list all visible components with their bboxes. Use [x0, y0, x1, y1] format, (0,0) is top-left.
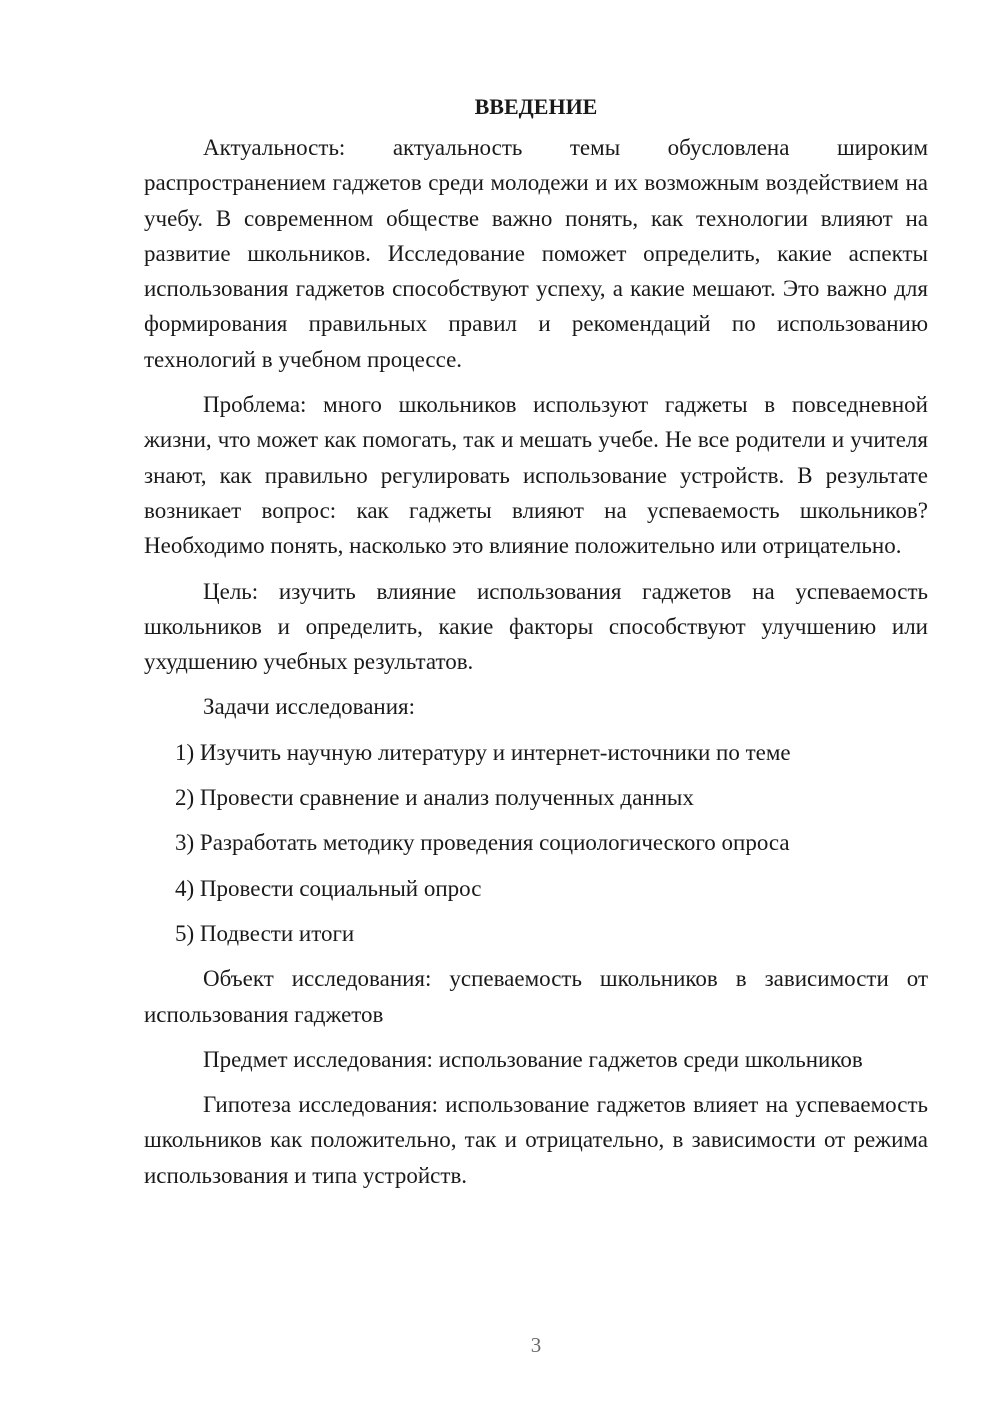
task-item: 1) Изучить научную литературу и интернет-источники по теме	[175, 739, 791, 765]
problem-paragraph: Проблема: много школьников используют гаджеты в повседневной жизни, что может как помогать, так и мешать учебе. Не все родители и учителя знают, как правильно регулировать использование устройств. В результате возникает вопрос: как гаджеты влияют на успеваемость школьников? Необходимо понять, насколько это влияние положительно или отрицательно.	[144, 392, 928, 559]
page-content	[144, 92, 928, 1203]
task-item: 3) Разработать методику проведения социологического опроса	[175, 830, 790, 856]
relevance-paragraph: Актуальность: актуальность темы обусловлена широким распространением гаджетов среди молодежи и их возможным воздействием на учебу. В современном обществе важно понять, как технологии влияют на развитие школьников. Исследование поможет определить, какие аспекты использования гаджетов способствуют успеху, а какие мешают. Это важно для формирования правильных правил и рекомендаций по использованию технологий в учебном процессе.	[144, 135, 928, 372]
page-number: 3	[530, 1333, 542, 1357]
goal-paragraph: Цель: изучить влияние использования гаджетов на успеваемость школьников и определить, какие факторы способствуют улучшению или ухудшению учебных результатов.	[144, 578, 928, 675]
task-item: 5) Подвести итоги	[175, 920, 355, 946]
task-item: 2) Провести сравнение и анализ полученных данных	[175, 785, 694, 811]
task-item: 4) Провести социальный опрос	[175, 875, 482, 901]
object-paragraph: Объект исследования: успеваемость школьников в зависимости от использования гаджетов	[144, 966, 928, 1027]
subject-paragraph: Предмет исследования: использование гаджетов среди школьников	[203, 1046, 863, 1072]
tasks-heading: Задачи исследования:	[203, 694, 416, 720]
tasks-list	[144, 735, 928, 951]
hypothesis-paragraph: Гипотеза исследования: использование гаджетов влияет на успеваемость школьников как положительно, так и отрицательно, в зависимости от режима использования и типа устройств.	[144, 1092, 928, 1188]
section-title: ВВЕДЕНИЕ	[474, 94, 598, 119]
